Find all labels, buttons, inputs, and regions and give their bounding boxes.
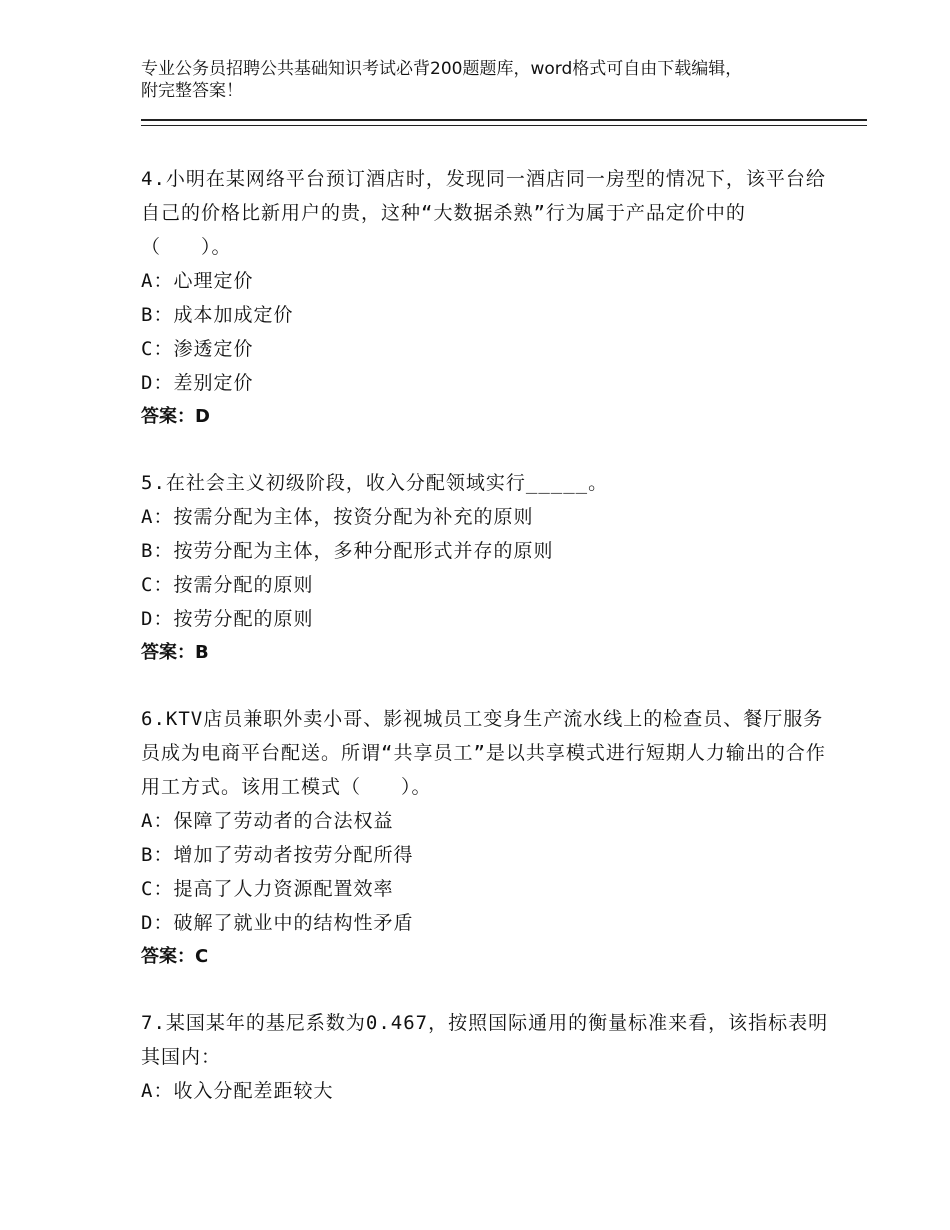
answer-label: 答案：C (141, 946, 209, 967)
option-d: D：差别定价 (141, 372, 254, 394)
option-c: C：提高了人力资源配置效率 (141, 878, 394, 900)
header-divider (141, 119, 867, 126)
question-text: 4.小明在某网络平台预订酒店时，发现同一酒店同一房型的情况下，该平台给自己的价格比新用户的贵，这种“大数据杀熟”行为属于产品定价中的（ ）。 (141, 168, 826, 258)
question-text: 6.KTV店员兼职外卖小哥、影视城员工变身生产流水线上的检查员、餐厅服务员成为电商平台配送。所谓“共享员工”是以共享模式进行短期人力输出的合作用工方式。该用工模式（ ）。 (141, 708, 826, 798)
option-a: A：按需分配为主体，按资分配为补充的原则 (141, 506, 534, 528)
document-header (141, 58, 871, 102)
question-7 (141, 1006, 831, 1108)
question-text: 5.在社会主义初级阶段，收入分配领域实行_____。 (141, 472, 609, 494)
answer-label: 答案：B (141, 642, 209, 663)
option-d: D：破解了就业中的结构性矛盾 (141, 912, 414, 934)
option-c: C：渗透定价 (141, 338, 254, 360)
header-line-1: 专业公务员招聘公共基础知识考试必背200题题库，word格式可自由下载编辑， (141, 59, 743, 79)
question-list (141, 162, 831, 1140)
header-line-2: 附完整答案！ (141, 81, 243, 101)
option-b: B：按劳分配为主体，多种分配形式并存的原则 (141, 540, 554, 562)
question-5 (141, 466, 831, 670)
answer-label: 答案：D (141, 406, 210, 427)
option-a: A：心理定价 (141, 270, 254, 292)
question-text: 7.某国某年的基尼系数为0.467，按照国际通用的衡量标准来看，该指标表明其国内： (141, 1012, 829, 1068)
option-b: B：增加了劳动者按劳分配所得 (141, 844, 414, 866)
option-a: A：保障了劳动者的合法权益 (141, 810, 394, 832)
option-a: A：收入分配差距较大 (141, 1080, 334, 1102)
question-6 (141, 702, 831, 974)
option-b: B：成本加成定价 (141, 304, 294, 326)
question-4 (141, 162, 831, 434)
option-d: D：按劳分配的原则 (141, 608, 314, 630)
option-c: C：按需分配的原则 (141, 574, 314, 596)
